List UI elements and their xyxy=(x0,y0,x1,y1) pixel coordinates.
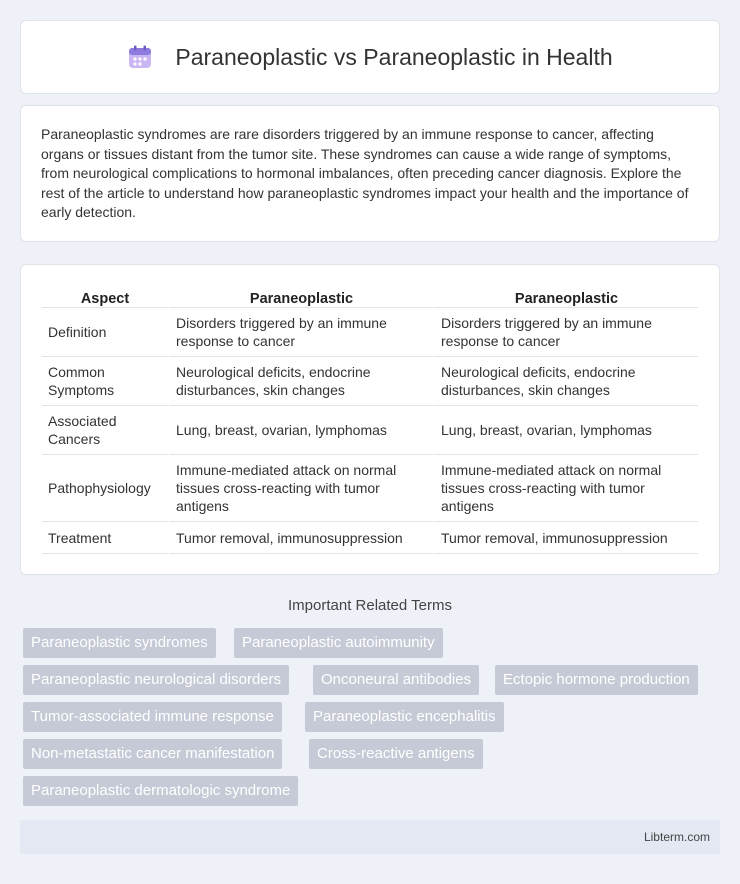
table-cell: Immune-mediated attack on normal tissues cross-reacting with tumor antigens xyxy=(433,455,698,522)
table-cell: Associated Cancers xyxy=(42,406,168,455)
related-term-tag[interactable]: Non-metastatic cancer manifestation xyxy=(23,739,282,769)
related-term-tag[interactable]: Onconeural antibodies xyxy=(313,665,479,695)
table-cell: Treatment xyxy=(42,522,168,554)
comparison-table xyxy=(42,287,698,554)
table-cell: Pathophysiology xyxy=(42,455,168,522)
intro-paragraph: Paraneoplastic syndromes are rare disorders triggered by an immune response to cancer, affecting organs or tissues distant from the tumor site. These syndromes can cause a wide range of symptoms, from neurological complications to hormonal imbalances, often preceding cancer diagnosis. Explore the rest of the article to understand how paraneoplastic syndromes impact your health and the importance of early detection. xyxy=(41,126,689,220)
calendar-icon xyxy=(127,44,153,70)
related-terms-title: Important Related Terms xyxy=(288,597,452,614)
related-term-tag[interactable]: Paraneoplastic encephalitis xyxy=(305,702,504,732)
intro-card xyxy=(20,105,720,242)
related-term-tag[interactable]: Paraneoplastic autoimmunity xyxy=(234,628,443,658)
table-row xyxy=(42,308,698,357)
related-term-tag[interactable]: Ectopic hormone production xyxy=(495,665,698,695)
table-cell: Definition xyxy=(42,308,168,357)
header-card xyxy=(20,20,720,94)
column-header: Aspect xyxy=(42,287,168,308)
related-term-tag[interactable]: Paraneoplastic syndromes xyxy=(23,628,216,658)
table-cell: Tumor removal, immunosuppression xyxy=(168,522,433,554)
table-row xyxy=(42,406,698,455)
comparison-table-card xyxy=(20,264,720,575)
footer xyxy=(20,820,720,854)
related-term-tag[interactable]: Cross-reactive antigens xyxy=(309,739,483,769)
table-cell: Common Symptoms xyxy=(42,357,168,406)
table-row xyxy=(42,357,698,406)
table-row xyxy=(42,522,698,554)
related-term-tag[interactable]: Tumor-associated immune response xyxy=(23,702,282,732)
related-term-tag[interactable]: Paraneoplastic dermatologic syndrome xyxy=(23,776,298,806)
footer-site-link[interactable]: Libterm.com xyxy=(643,830,710,844)
table-cell: Lung, breast, ovarian, lymphomas xyxy=(433,406,698,455)
page-title: Paraneoplastic vs Paraneoplastic in Health xyxy=(175,43,613,70)
related-term-tag[interactable]: Paraneoplastic neurological disorders xyxy=(23,665,289,695)
column-header: Paraneoplastic xyxy=(433,287,698,308)
table-cell: Neurological deficits, endocrine disturbances, skin changes xyxy=(433,357,698,406)
table-cell: Disorders triggered by an immune response to cancer xyxy=(168,308,433,357)
table-cell: Lung, breast, ovarian, lymphomas xyxy=(168,406,433,455)
table-cell: Disorders triggered by an immune response to cancer xyxy=(433,308,698,357)
table-cell: Immune-mediated attack on normal tissues cross-reacting with tumor antigens xyxy=(168,455,433,522)
table-cell: Neurological deficits, endocrine disturbances, skin changes xyxy=(168,357,433,406)
table-cell: Tumor removal, immunosuppression xyxy=(433,522,698,554)
column-header: Paraneoplastic xyxy=(168,287,433,308)
table-row xyxy=(42,455,698,522)
table-header-row xyxy=(42,287,698,308)
